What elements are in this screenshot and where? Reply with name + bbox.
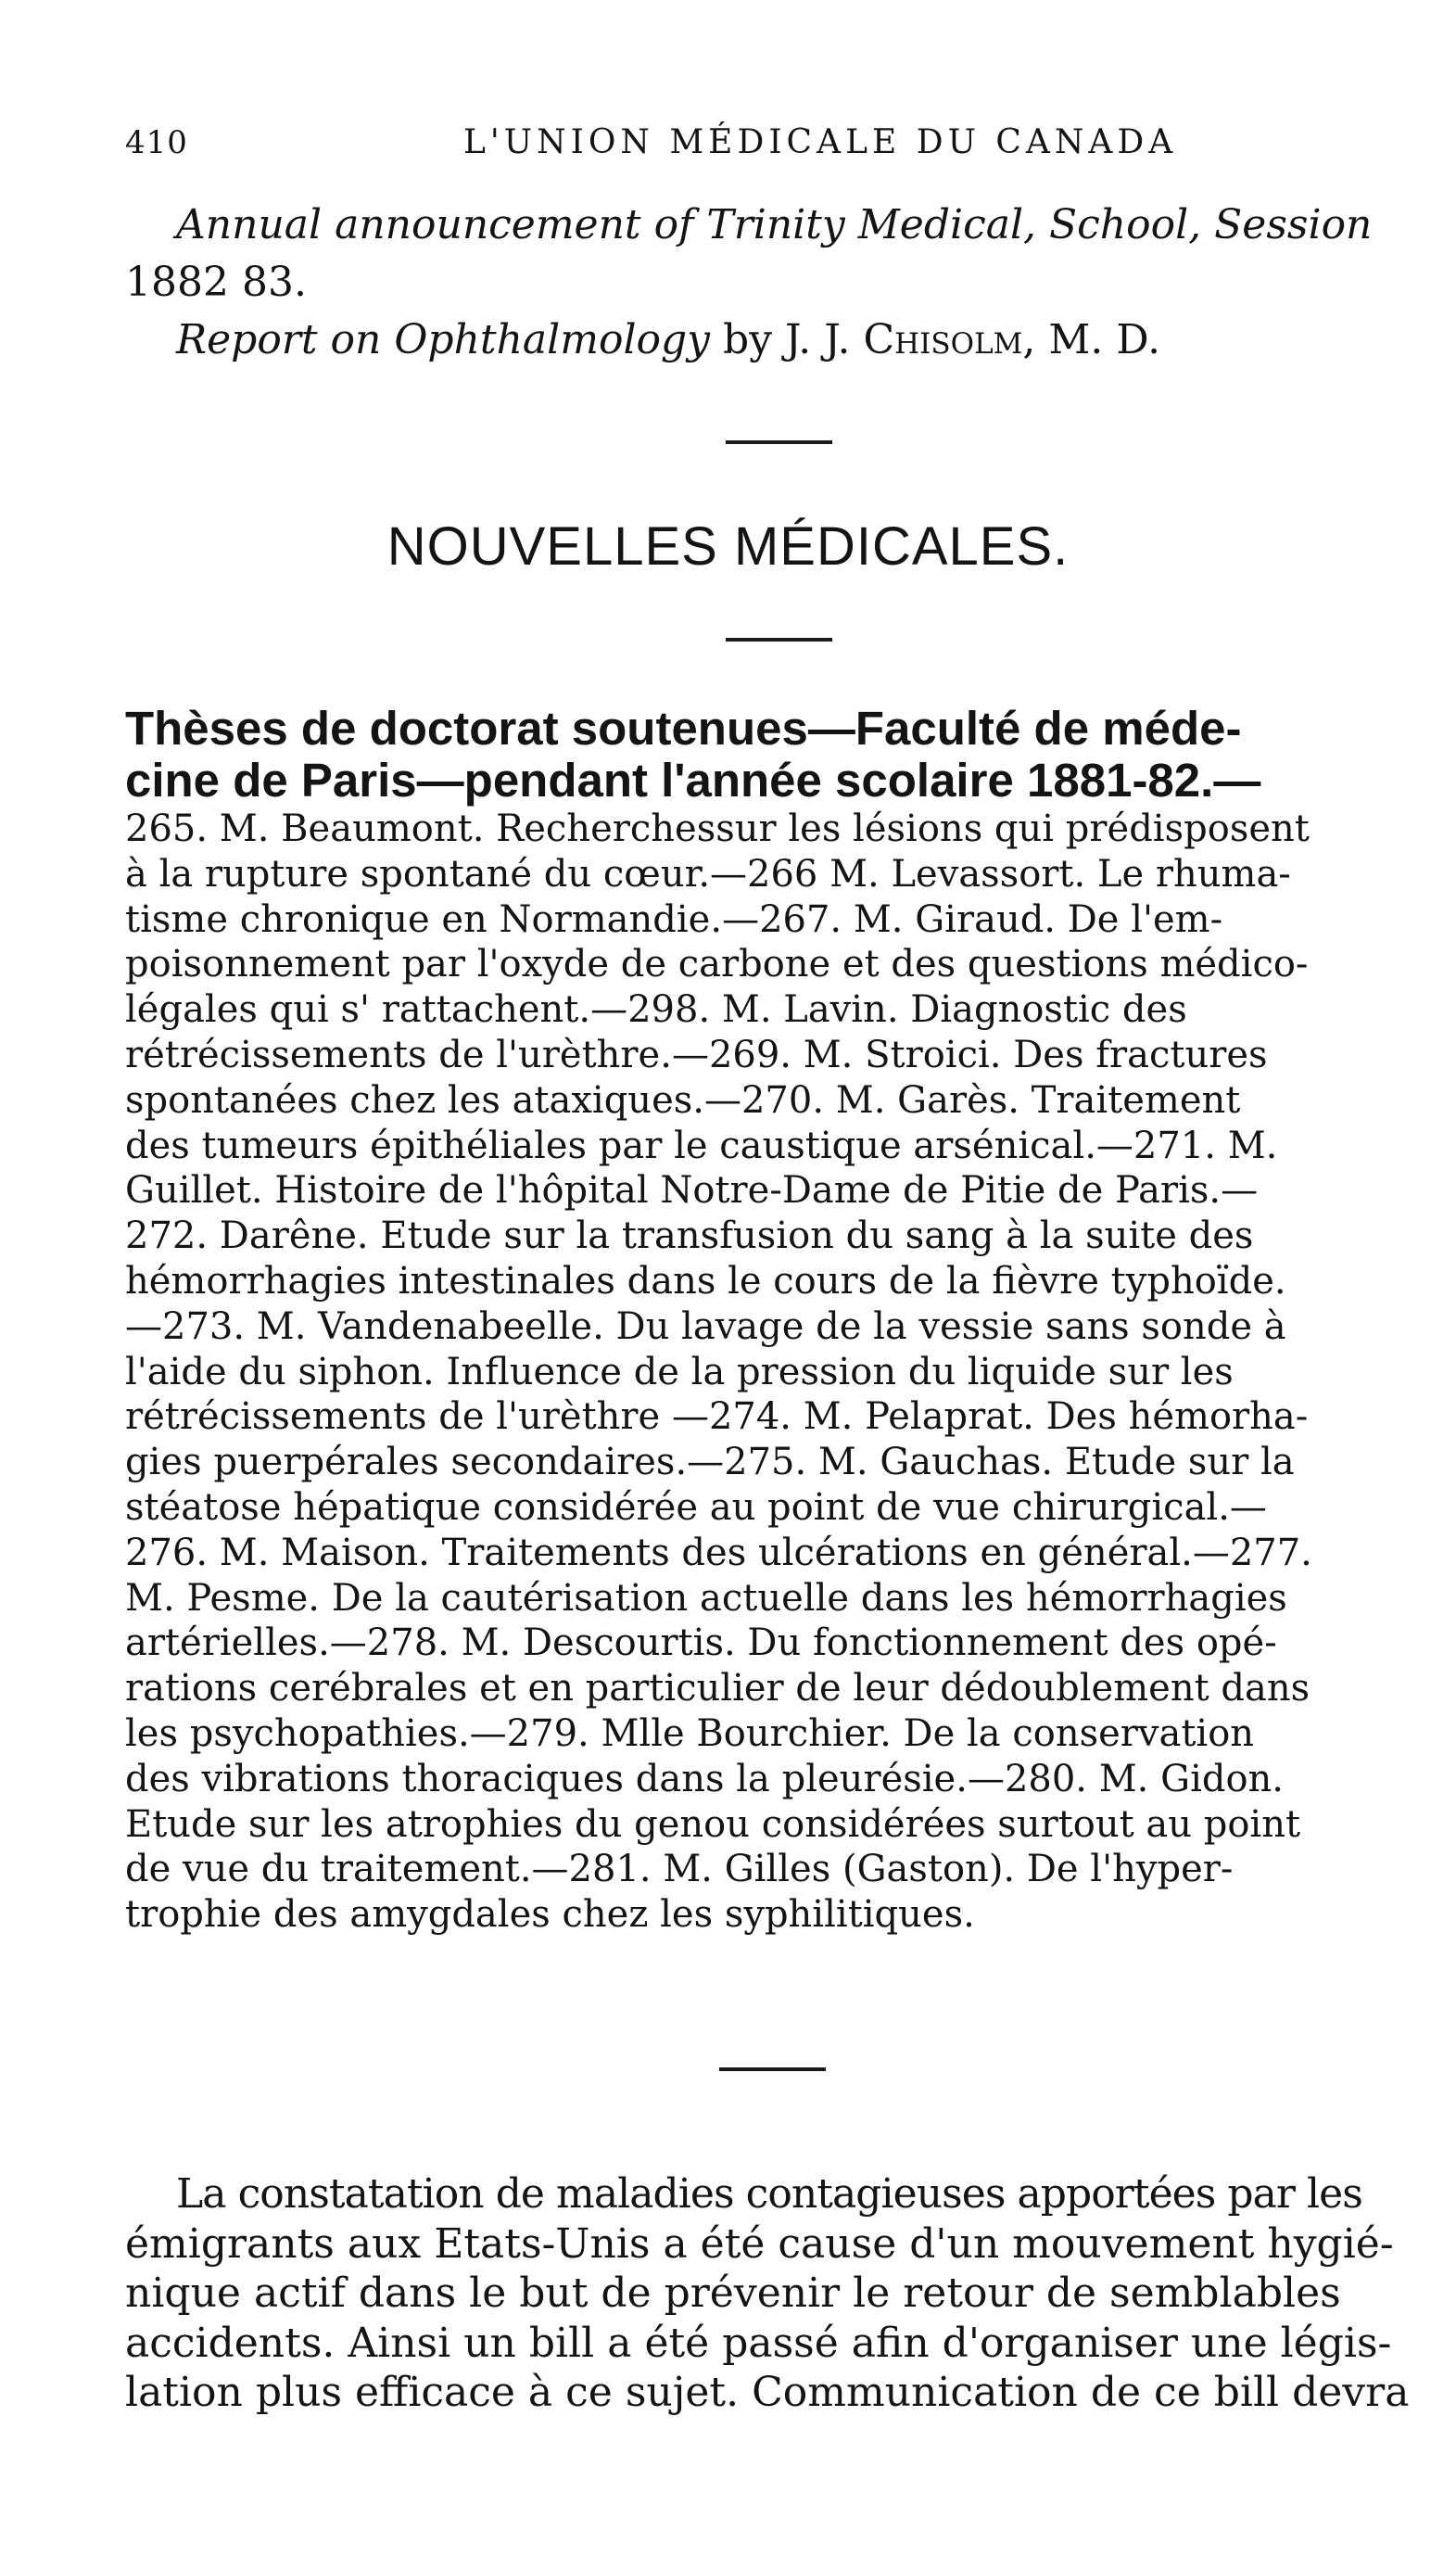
text-line: trophie des amygdales chez les syphilitiques. [125, 1893, 975, 1937]
text-line: Etude sur les atrophies du genou considérées surtout au point [125, 1802, 1301, 1846]
publication-by: by J. J. [723, 316, 851, 363]
text-line: 265. M. Beaumont. Recherchessur les lésions qui prédisposent [125, 807, 1310, 850]
page-number: 410 [125, 124, 188, 161]
divider-rule [726, 440, 832, 444]
divider-rule [726, 638, 832, 642]
publication-title: Report on Ophthalmology [176, 316, 711, 363]
text-line: tisme chronique en Normandie.—267. M. Giraud. De l'em- [125, 897, 1223, 941]
text-line: artérielles.—278. M. Descourtis. Du fonctionnement des opé- [125, 1621, 1277, 1665]
section-title: NOUVELLES MÉDICALES. [386, 516, 1070, 577]
text-line: Guillet. Histoire de l'hôpital Notre-Dame de Pitie de Paris.— [125, 1169, 1259, 1213]
text-line: 276. M. Maison. Traitements des ulcérations en général.—277. [125, 1531, 1312, 1574]
text-line: M. Pesme. De la cautérisation actuelle dans les hémorrhagies [125, 1576, 1287, 1620]
journal-title: L'UNION MÉDICALE DU CANADA [463, 123, 1178, 161]
text-line: des tumeurs épithéliales par le caustique arsénical.—271. M. [125, 1124, 1278, 1167]
publication-suffix: , M. D. [1022, 316, 1161, 363]
publication-continuation: 1882 83. [125, 259, 307, 306]
heading-line: cine de Paris—pendant l'année scolaire 1881-82.— [125, 754, 1261, 807]
theses-section [125, 703, 1427, 1938]
text-line: l'aide du siphon. Influence de la pression du liquide sur les [125, 1350, 1234, 1393]
text-line: nique actif dans le but de prévenir le retour de semblables [125, 2270, 1341, 2317]
theses-body [125, 807, 1427, 1938]
heading-line: Thèses de doctorat soutenues—Faculté de méde- [125, 702, 1242, 755]
publication-author: Chisolm [863, 316, 1023, 363]
text-line: rations cerébrales et en particulier de leur dédoublement dans [125, 1667, 1310, 1710]
news-paragraph [125, 2169, 1427, 2418]
text-line: à la rupture spontané du cœur.—266 M. Levassort. Le rhuma- [125, 852, 1291, 896]
publication-title: Annual announcement of Trinity Medical, School, Session [176, 201, 1373, 248]
text-line: hémorrhagies intestinales dans le cours de la fièvre typhoïde. [125, 1259, 1286, 1303]
text-line: des vibrations thoraciques dans la pleurésie.—280. M. Gidon. [125, 1757, 1285, 1800]
text-line: accidents. Ainsi un bill a été passé afin d'organiser une légis- [125, 2319, 1392, 2367]
text-line: les psychopathies.—279. Mlle Bourchier. De la conservation [125, 1711, 1255, 1755]
text-line: poisonnement par l'oxyde de carbone et des questions médico- [125, 943, 1309, 986]
publication-entry [125, 197, 1427, 254]
text-line: émigrants aux Etats-Unis a été cause d'un mouvement hygié- [125, 2219, 1394, 2268]
text-line: légales qui s' rattachent.—298. M. Lavin. Diagnostic des [125, 988, 1187, 1032]
text-line: —273. M. Vandenabeelle. Du lavage de la vessie sans sonde à [125, 1304, 1286, 1348]
text-line: lation plus efficace à ce sujet. Communication de ce bill devra [125, 2369, 1410, 2416]
text-line: gies puerpérales secondaires.—275. M. Gauchas. Etude sur la [125, 1441, 1295, 1484]
theses-heading [125, 703, 1427, 807]
publications-list [125, 197, 1427, 369]
text-line: spontanées chez les ataxiques.—270. M. Garès. Traitement [125, 1078, 1241, 1122]
text-line: La constatation de maladies contagieuses apportées par les [176, 2170, 1362, 2218]
text-line: rétrécissements de l'urèthre.—269. M. Stroici. Des fractures [125, 1033, 1268, 1076]
text-line: de vue du traitement.—281. M. Gilles (Gaston). De l'hyper- [125, 1848, 1234, 1891]
publication-entry [125, 312, 1427, 369]
running-head [125, 115, 1423, 171]
divider-rule [719, 2067, 826, 2071]
text-line: 272. Darêne. Etude sur la transfusion du sang à la suite des [125, 1214, 1254, 1258]
text-line: rétrécissements de l'urèthre —274. M. Pelaprat. Des hémorha- [125, 1395, 1309, 1439]
text-line: stéatose hépatique considérée au point de vue chirurgical.— [125, 1485, 1267, 1529]
